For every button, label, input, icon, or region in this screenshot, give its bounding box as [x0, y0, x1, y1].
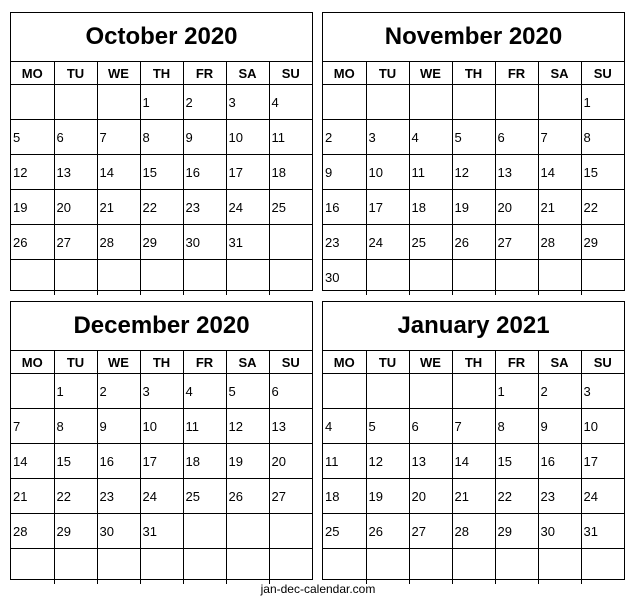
day-cell — [11, 85, 54, 120]
day-cell — [183, 260, 226, 295]
day-cell: 6 — [409, 409, 452, 444]
month-grid — [11, 62, 312, 295]
day-cell — [269, 260, 312, 295]
day-cell: 17 — [366, 190, 409, 225]
day-cell: 20 — [269, 444, 312, 479]
day-cell: 20 — [54, 190, 97, 225]
day-cell: 13 — [409, 444, 452, 479]
day-cell: 22 — [54, 479, 97, 514]
weekday-label: SU — [269, 351, 312, 374]
day-cell: 13 — [495, 155, 538, 190]
weekday-label: TU — [54, 351, 97, 374]
day-cell — [183, 514, 226, 549]
day-cell — [452, 260, 495, 295]
weekday-header-row — [11, 351, 312, 374]
day-cell: 24 — [140, 479, 183, 514]
day-cell — [226, 549, 269, 584]
week-row — [323, 409, 624, 444]
week-row — [323, 549, 624, 584]
day-cell — [366, 260, 409, 295]
week-row — [323, 514, 624, 549]
day-cell: 11 — [269, 120, 312, 155]
day-cell: 10 — [226, 120, 269, 155]
day-cell: 5 — [366, 409, 409, 444]
day-cell: 24 — [366, 225, 409, 260]
day-cell: 9 — [97, 409, 140, 444]
weekday-header-row — [323, 62, 624, 85]
day-cell — [581, 549, 624, 584]
weekday-label: TH — [452, 351, 495, 374]
day-cell: 27 — [54, 225, 97, 260]
day-cell — [495, 260, 538, 295]
day-cell: 9 — [323, 155, 366, 190]
week-row — [11, 190, 312, 225]
day-cell: 9 — [538, 409, 581, 444]
day-cell: 31 — [226, 225, 269, 260]
day-cell — [11, 549, 54, 584]
weekday-label: SA — [538, 62, 581, 85]
day-cell: 18 — [323, 479, 366, 514]
day-cell — [54, 549, 97, 584]
day-cell: 18 — [269, 155, 312, 190]
weekday-label: MO — [11, 62, 54, 85]
day-cell — [409, 260, 452, 295]
day-cell: 23 — [183, 190, 226, 225]
month-grid — [323, 351, 624, 584]
day-cell: 26 — [11, 225, 54, 260]
day-cell: 1 — [140, 85, 183, 120]
day-cell: 22 — [581, 190, 624, 225]
day-cell: 5 — [226, 374, 269, 409]
day-cell — [54, 85, 97, 120]
week-row — [11, 374, 312, 409]
day-cell — [11, 260, 54, 295]
day-cell: 19 — [226, 444, 269, 479]
day-cell: 4 — [269, 85, 312, 120]
weekday-label: FR — [495, 351, 538, 374]
day-cell — [226, 260, 269, 295]
day-cell: 21 — [452, 479, 495, 514]
day-cell: 2 — [97, 374, 140, 409]
weekday-label: FR — [183, 351, 226, 374]
day-cell: 21 — [97, 190, 140, 225]
week-row — [11, 260, 312, 295]
day-cell: 5 — [11, 120, 54, 155]
day-cell: 20 — [409, 479, 452, 514]
day-cell: 4 — [323, 409, 366, 444]
day-cell — [366, 374, 409, 409]
calendar-december-2020 — [10, 301, 313, 580]
day-cell: 17 — [581, 444, 624, 479]
day-cell: 23 — [323, 225, 366, 260]
day-cell — [97, 85, 140, 120]
day-cell: 11 — [323, 444, 366, 479]
weekday-label: SA — [226, 62, 269, 85]
day-cell: 13 — [54, 155, 97, 190]
calendar-october-2020 — [10, 12, 313, 291]
day-cell: 16 — [183, 155, 226, 190]
day-cell: 12 — [366, 444, 409, 479]
day-cell: 14 — [97, 155, 140, 190]
weekday-label: WE — [97, 62, 140, 85]
day-cell: 11 — [183, 409, 226, 444]
day-cell: 10 — [140, 409, 183, 444]
day-cell: 28 — [97, 225, 140, 260]
weekday-label: FR — [183, 62, 226, 85]
day-cell — [140, 260, 183, 295]
day-cell — [452, 85, 495, 120]
week-row — [11, 479, 312, 514]
weekday-label: TH — [452, 62, 495, 85]
day-cell — [323, 374, 366, 409]
day-cell: 24 — [226, 190, 269, 225]
day-cell: 27 — [269, 479, 312, 514]
day-cell: 2 — [323, 120, 366, 155]
week-row — [11, 514, 312, 549]
week-row — [11, 155, 312, 190]
weekday-label: TU — [54, 62, 97, 85]
day-cell: 3 — [366, 120, 409, 155]
day-cell: 21 — [538, 190, 581, 225]
week-row — [323, 190, 624, 225]
weekday-label: FR — [495, 62, 538, 85]
day-cell: 17 — [226, 155, 269, 190]
weekday-label: TH — [140, 351, 183, 374]
day-cell: 28 — [452, 514, 495, 549]
day-cell — [323, 549, 366, 584]
day-cell: 11 — [409, 155, 452, 190]
day-cell — [97, 549, 140, 584]
day-cell: 23 — [97, 479, 140, 514]
weekday-label: MO — [323, 351, 366, 374]
day-cell: 2 — [183, 85, 226, 120]
weekday-header-row — [11, 62, 312, 85]
day-cell: 28 — [11, 514, 54, 549]
weekday-label: WE — [97, 351, 140, 374]
day-cell: 1 — [581, 85, 624, 120]
week-row — [323, 225, 624, 260]
day-cell — [409, 85, 452, 120]
weekday-label: WE — [409, 62, 452, 85]
week-row — [11, 85, 312, 120]
day-cell: 12 — [226, 409, 269, 444]
day-cell: 14 — [452, 444, 495, 479]
day-cell — [269, 225, 312, 260]
day-cell: 21 — [11, 479, 54, 514]
day-cell: 16 — [538, 444, 581, 479]
day-cell: 15 — [581, 155, 624, 190]
day-cell: 25 — [269, 190, 312, 225]
day-cell — [452, 549, 495, 584]
day-cell: 16 — [323, 190, 366, 225]
day-cell — [409, 374, 452, 409]
day-cell: 15 — [54, 444, 97, 479]
day-cell: 28 — [538, 225, 581, 260]
weekday-label: TU — [366, 351, 409, 374]
day-cell: 6 — [495, 120, 538, 155]
week-row — [323, 85, 624, 120]
day-cell: 14 — [11, 444, 54, 479]
day-cell: 30 — [183, 225, 226, 260]
day-cell: 30 — [538, 514, 581, 549]
week-row — [323, 479, 624, 514]
day-cell: 30 — [97, 514, 140, 549]
day-cell — [538, 260, 581, 295]
day-cell: 19 — [11, 190, 54, 225]
day-cell: 3 — [581, 374, 624, 409]
day-cell: 6 — [269, 374, 312, 409]
week-row — [323, 155, 624, 190]
day-cell: 29 — [495, 514, 538, 549]
day-cell: 19 — [366, 479, 409, 514]
month-grid — [11, 351, 312, 584]
day-cell — [538, 549, 581, 584]
weekday-label: SU — [581, 62, 624, 85]
day-cell — [452, 374, 495, 409]
day-cell — [495, 549, 538, 584]
week-row — [11, 444, 312, 479]
day-cell — [366, 85, 409, 120]
week-row — [323, 120, 624, 155]
day-cell: 29 — [54, 514, 97, 549]
day-cell: 24 — [581, 479, 624, 514]
day-cell: 7 — [97, 120, 140, 155]
day-cell — [269, 514, 312, 549]
day-cell: 14 — [538, 155, 581, 190]
day-cell — [54, 260, 97, 295]
day-cell: 18 — [409, 190, 452, 225]
day-cell: 6 — [54, 120, 97, 155]
day-cell — [409, 549, 452, 584]
month-title: December 2020 — [11, 302, 312, 351]
day-cell: 23 — [538, 479, 581, 514]
week-row — [11, 120, 312, 155]
footer-site-link[interactable]: jan-dec-calendar.com — [260, 582, 376, 596]
day-cell: 27 — [495, 225, 538, 260]
day-cell — [366, 549, 409, 584]
day-cell: 3 — [140, 374, 183, 409]
day-cell: 22 — [495, 479, 538, 514]
day-cell: 18 — [183, 444, 226, 479]
day-cell: 1 — [495, 374, 538, 409]
day-cell — [581, 260, 624, 295]
day-cell: 7 — [11, 409, 54, 444]
week-row — [11, 225, 312, 260]
day-cell — [269, 549, 312, 584]
day-cell: 10 — [366, 155, 409, 190]
calendar-november-2020 — [322, 12, 625, 291]
day-cell: 8 — [495, 409, 538, 444]
calendar-january-2021 — [322, 301, 625, 580]
day-cell: 25 — [323, 514, 366, 549]
day-cell: 25 — [183, 479, 226, 514]
day-cell: 8 — [581, 120, 624, 155]
day-cell — [183, 549, 226, 584]
day-cell: 15 — [140, 155, 183, 190]
day-cell: 3 — [226, 85, 269, 120]
day-cell: 5 — [452, 120, 495, 155]
day-cell: 4 — [183, 374, 226, 409]
weekday-label: SU — [581, 351, 624, 374]
day-cell: 13 — [269, 409, 312, 444]
week-row — [11, 409, 312, 444]
day-cell — [323, 85, 366, 120]
week-row — [323, 444, 624, 479]
day-cell: 31 — [140, 514, 183, 549]
month-title: October 2020 — [11, 13, 312, 62]
month-title: November 2020 — [323, 13, 624, 62]
day-cell: 10 — [581, 409, 624, 444]
month-title: January 2021 — [323, 302, 624, 351]
weekday-label: MO — [11, 351, 54, 374]
day-cell: 8 — [54, 409, 97, 444]
day-cell: 7 — [538, 120, 581, 155]
day-cell — [538, 85, 581, 120]
day-cell: 1 — [54, 374, 97, 409]
day-cell: 8 — [140, 120, 183, 155]
week-row — [323, 374, 624, 409]
day-cell: 25 — [409, 225, 452, 260]
day-cell: 30 — [323, 260, 366, 295]
weekday-header-row — [323, 351, 624, 374]
weekday-label: SA — [538, 351, 581, 374]
day-cell: 27 — [409, 514, 452, 549]
day-cell — [11, 374, 54, 409]
weekday-label: SU — [269, 62, 312, 85]
month-grid — [323, 62, 624, 295]
day-cell: 26 — [226, 479, 269, 514]
day-cell — [226, 514, 269, 549]
week-row — [11, 549, 312, 584]
day-cell: 31 — [581, 514, 624, 549]
day-cell: 9 — [183, 120, 226, 155]
week-row — [323, 260, 624, 295]
day-cell: 12 — [452, 155, 495, 190]
day-cell: 15 — [495, 444, 538, 479]
day-cell: 22 — [140, 190, 183, 225]
day-cell: 19 — [452, 190, 495, 225]
day-cell: 20 — [495, 190, 538, 225]
day-cell: 2 — [538, 374, 581, 409]
day-cell: 17 — [140, 444, 183, 479]
day-cell: 7 — [452, 409, 495, 444]
day-cell: 4 — [409, 120, 452, 155]
day-cell: 16 — [97, 444, 140, 479]
day-cell — [495, 85, 538, 120]
weekday-label: SA — [226, 351, 269, 374]
weekday-label: MO — [323, 62, 366, 85]
day-cell: 29 — [140, 225, 183, 260]
day-cell: 26 — [452, 225, 495, 260]
day-cell: 29 — [581, 225, 624, 260]
weekday-label: TH — [140, 62, 183, 85]
day-cell — [140, 549, 183, 584]
day-cell: 12 — [11, 155, 54, 190]
weekday-label: WE — [409, 351, 452, 374]
day-cell — [97, 260, 140, 295]
day-cell: 26 — [366, 514, 409, 549]
weekday-label: TU — [366, 62, 409, 85]
